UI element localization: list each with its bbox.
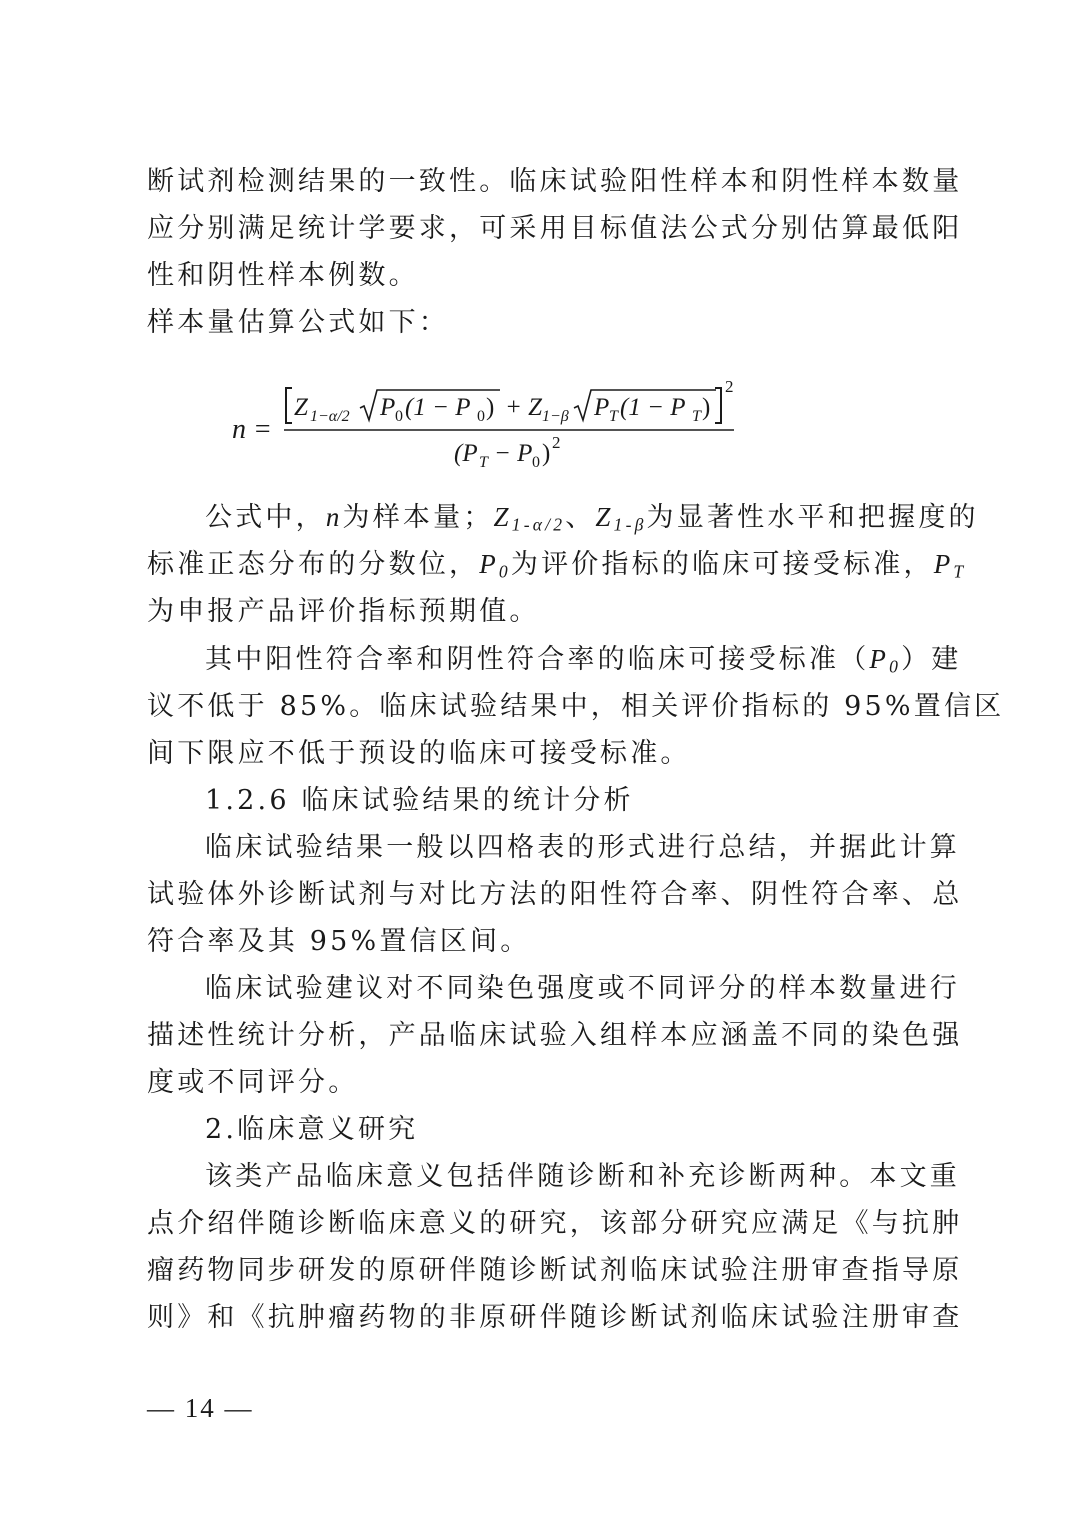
svg-text:+ Z: + Z <box>505 394 543 421</box>
text-line: 标准正态分布的分数位，$P_0$为评价指标的临床可接受标准，$P_T$ <box>147 549 967 582</box>
formula-numerator <box>286 377 734 425</box>
text-line: 试验体外诊断试剂与对比方法的阳性符合率、阴性符合率、总 <box>147 879 963 910</box>
svg-text:T: T <box>479 454 488 468</box>
paragraph-formula-explanation <box>147 494 979 635</box>
formula-lhs: n = <box>232 414 272 445</box>
text-line: 断试剂检测结果的一致性。临床试验阳性样本和阴性样本数量 <box>147 166 963 197</box>
sample-size-formula <box>232 368 752 468</box>
text-line: 性和阴性样本例数。 <box>147 260 419 291</box>
svg-text:P: P <box>594 394 610 421</box>
svg-text:Z: Z <box>294 394 308 421</box>
text-line: 瘤药物同步研发的原研伴随诊断试剂临床试验注册审查指导原 <box>147 1255 963 1286</box>
text-line: 临床试验建议对不同染色强度或不同评分的样本数量进行 <box>205 973 960 1004</box>
text-line: 临床试验结果一般以四格表的形式进行总结，并据此计算 <box>205 832 960 863</box>
svg-text:0: 0 <box>532 454 540 468</box>
svg-text:P: P <box>380 394 396 421</box>
page-number: — 14 — <box>147 1393 254 1423</box>
paragraph-sample-consistency <box>147 158 963 346</box>
formula-denominator <box>454 433 561 468</box>
svg-text:T: T <box>609 408 618 425</box>
svg-text:T: T <box>692 408 701 425</box>
text-line: 公式中，n为样本量；$Z_{1-\alpha/2}$、$Z_{1-\beta}$为显著性水平和把握度的 <box>205 502 979 535</box>
text-line: 则》和《抗肿瘤药物的非原研伴随诊断试剂临床试验注册审查 <box>147 1302 963 1333</box>
svg-text:2: 2 <box>552 433 561 452</box>
section-heading-2: 2.临床意义研究 <box>205 1114 419 1145</box>
paragraph-staining-intensity <box>147 965 963 1153</box>
svg-text:0: 0 <box>395 408 403 425</box>
svg-text:(1 − P: (1 − P <box>405 394 471 421</box>
text-line: 度或不同评分。 <box>147 1067 359 1098</box>
paragraph-acceptance-criteria <box>147 636 1005 824</box>
svg-text:2: 2 <box>725 377 734 396</box>
svg-text:): ) <box>542 440 551 467</box>
svg-text:(1 − P: (1 − P <box>620 394 686 421</box>
svg-text:): ) <box>486 394 495 421</box>
text-line: 其中阳性符合率和阴性符合率的临床可接受标准$(P_0)$建 <box>205 644 962 677</box>
svg-text:): ) <box>702 394 711 421</box>
text-line: 描述性统计分析，产品临床试验入组样本应涵盖不同的染色强 <box>147 1020 963 1051</box>
formula-graphic <box>232 368 752 468</box>
formula-intro: 样本量估算公式如下： <box>147 307 449 338</box>
svg-text:0: 0 <box>477 408 485 425</box>
svg-text:(P: (P <box>454 440 478 467</box>
section-heading-1-2-6: 1.2.6 临床试验结果的统计分析 <box>205 785 634 816</box>
text-line: 该类产品临床意义包括伴随诊断和补充诊断两种。本文重 <box>205 1161 960 1192</box>
text-line: 点介绍伴随诊断临床意义的研究，该部分研究应满足《与抗肿 <box>147 1208 963 1239</box>
svg-text:− P: − P <box>494 440 533 467</box>
text-line: 间下限应不低于预设的临床可接受标准。 <box>147 738 691 769</box>
paragraph-clinical-significance <box>147 1153 963 1341</box>
svg-text:1−β: 1−β <box>542 408 569 425</box>
svg-text:1−α/2: 1−α/2 <box>310 408 350 425</box>
text-line: 应分别满足统计学要求，可采用目标值法公式分别估算最低阳 <box>147 213 963 244</box>
text-line: 议不低于 85%。临床试验结果中，相关评价指标的 95%置信区 <box>147 691 1005 722</box>
text-line: 为申报产品评价指标预期值。 <box>147 596 540 627</box>
text-line: 符合率及其 95%置信区间。 <box>147 926 531 957</box>
paragraph-statistical-summary <box>147 824 963 965</box>
variable-n: n <box>325 502 343 532</box>
